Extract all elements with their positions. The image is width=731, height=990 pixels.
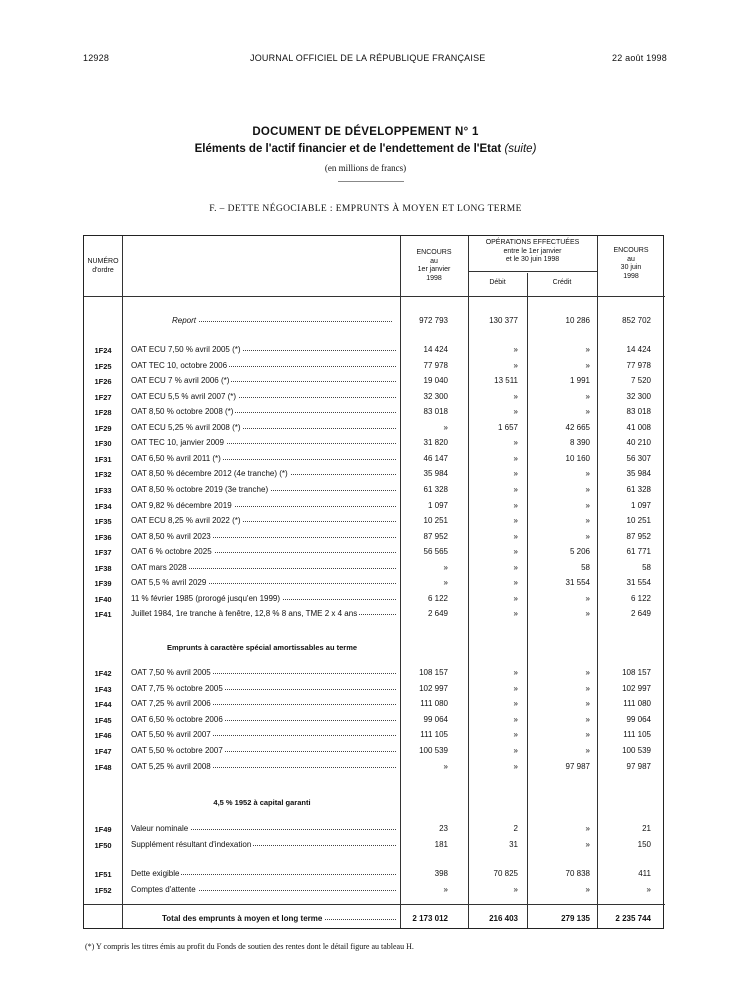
row-encours-fin: 61 771 bbox=[626, 547, 651, 557]
total-encours-debut: 2 173 012 bbox=[412, 914, 448, 923]
row-label: OAT mars 2028 bbox=[131, 562, 187, 572]
row-credit: » bbox=[585, 730, 590, 740]
table-row bbox=[84, 530, 665, 544]
row-encours-fin: » bbox=[646, 884, 651, 894]
row-credit: » bbox=[585, 609, 590, 619]
row-debit: » bbox=[513, 593, 518, 603]
report-encours-debut: 972 793 bbox=[419, 316, 448, 325]
row-label: OAT 7,50 % avril 2005 bbox=[131, 668, 211, 677]
row-credit: 5 206 bbox=[569, 547, 590, 557]
col-header-encours-debut: ENCOURS au 1er janvier 1998 bbox=[416, 249, 452, 282]
row-encours-debut: » bbox=[443, 761, 448, 771]
row-credit: 10 160 bbox=[565, 453, 590, 463]
row-code: 1F24 bbox=[94, 346, 112, 355]
row-debit: 13 511 bbox=[494, 376, 518, 386]
row-debit: » bbox=[513, 407, 518, 417]
row-encours-debut: 23 bbox=[439, 824, 448, 833]
section-b-title: Emprunts à caractère spécial amortissables au terme bbox=[166, 643, 358, 652]
table-row bbox=[84, 483, 665, 497]
row-debit: » bbox=[513, 484, 518, 494]
row-credit: » bbox=[585, 531, 590, 541]
row-label: Dette exigible bbox=[131, 869, 180, 878]
row-debit: » bbox=[513, 730, 518, 740]
row-code: 1F46 bbox=[94, 731, 112, 741]
row-debit: » bbox=[513, 345, 518, 354]
row-code: 1F42 bbox=[94, 669, 112, 678]
row-debit: » bbox=[513, 699, 518, 709]
row-encours-debut: 10 251 bbox=[423, 516, 448, 526]
title-divider bbox=[338, 181, 404, 182]
row-code: 1F50 bbox=[94, 840, 112, 850]
document-title: DOCUMENT DE DÉVELOPPEMENT N° 1 bbox=[252, 126, 479, 138]
report-encours-fin: 852 702 bbox=[622, 316, 651, 325]
table-row bbox=[84, 405, 665, 419]
section-c-title: 4,5 % 1952 à capital garanti bbox=[213, 798, 311, 807]
row-credit: » bbox=[585, 484, 590, 494]
row-code: 1F26 bbox=[94, 377, 112, 387]
table-row bbox=[84, 545, 665, 559]
row-label: OAT ECU 8,25 % avril 2022 (*) bbox=[131, 516, 241, 526]
row-label: OAT ECU 7,50 % avril 2005 (*) bbox=[131, 345, 241, 354]
row-encours-fin: 6 122 bbox=[630, 593, 651, 603]
row-debit: » bbox=[513, 609, 518, 619]
row-code: 1F35 bbox=[94, 517, 112, 527]
table-row bbox=[84, 728, 665, 742]
row-encours-fin: 100 539 bbox=[622, 746, 651, 755]
table-row bbox=[84, 592, 665, 606]
row-credit: » bbox=[585, 391, 590, 401]
report-debit: 130 377 bbox=[489, 316, 518, 325]
row-label: OAT ECU 7 % avril 2006 (*) bbox=[131, 376, 230, 386]
total-credit: 279 135 bbox=[561, 914, 590, 923]
table-row bbox=[84, 883, 665, 897]
row-encours-debut: 83 018 bbox=[423, 407, 448, 417]
row-encours-debut: 99 064 bbox=[423, 714, 448, 724]
row-label: OAT 8,50 % avril 2023 bbox=[131, 531, 211, 541]
total-encours-fin: 2 235 744 bbox=[615, 914, 651, 923]
header-bottom-line bbox=[84, 296, 665, 297]
row-label: OAT ECU 5,5 % avril 2007 (*) bbox=[131, 391, 237, 401]
row-encours-fin: 58 bbox=[642, 562, 651, 572]
row-code: 1F28 bbox=[94, 408, 112, 418]
row-encours-fin: 1 097 bbox=[630, 500, 651, 510]
row-encours-fin: 40 210 bbox=[626, 438, 651, 448]
row-encours-debut: 6 122 bbox=[427, 593, 448, 603]
subtitle-suite: (suite) bbox=[504, 143, 537, 155]
total-top-line bbox=[84, 904, 665, 905]
table-row bbox=[84, 713, 665, 727]
row-debit: » bbox=[513, 531, 518, 541]
row-code: 1F29 bbox=[94, 423, 112, 433]
row-encours-fin: 83 018 bbox=[626, 407, 651, 417]
row-label: OAT TEC 10, janvier 2009 bbox=[131, 438, 224, 448]
row-credit: » bbox=[585, 407, 590, 417]
table-row bbox=[84, 343, 665, 357]
row-encours-debut: 100 539 bbox=[419, 746, 448, 755]
row-encours-debut: 1 097 bbox=[427, 500, 448, 510]
row-label: Supplément résultant d'indexation bbox=[131, 839, 252, 849]
row-code: 1F39 bbox=[94, 579, 112, 589]
page-number: 12928 bbox=[83, 53, 110, 63]
table-row-total bbox=[84, 912, 665, 926]
row-code: 1F49 bbox=[94, 825, 112, 834]
row-credit: 70 838 bbox=[565, 869, 590, 878]
row-encours-fin: 77 978 bbox=[626, 360, 651, 370]
row-code: 1F30 bbox=[94, 439, 112, 449]
row-encours-debut: 61 328 bbox=[423, 484, 448, 494]
table-row bbox=[84, 514, 665, 528]
row-encours-debut: 111 105 bbox=[420, 730, 448, 740]
row-credit: 8 390 bbox=[569, 438, 590, 448]
row-credit: » bbox=[585, 593, 590, 603]
row-credit: 97 987 bbox=[565, 761, 590, 771]
table-row bbox=[84, 452, 665, 466]
row-label: OAT ECU 5,25 % avril 2008 (*) bbox=[131, 422, 241, 432]
row-label: OAT 5,50 % octobre 2007 bbox=[131, 746, 223, 755]
col-header-debit: Débit bbox=[489, 279, 506, 286]
report-credit: 10 286 bbox=[565, 316, 590, 325]
row-debit: » bbox=[513, 683, 518, 693]
row-label: 11 % février 1985 (prorogé jusqu'en 1999) bbox=[131, 593, 281, 603]
row-label: OAT 7,75 % octobre 2005 bbox=[131, 683, 223, 693]
col-header-encours-fin: ENCOURS au 30 juin 1998 bbox=[613, 247, 649, 280]
row-label: OAT 8,50 % octobre 2019 (3e tranche) bbox=[131, 484, 269, 494]
row-encours-fin: 108 157 bbox=[622, 668, 651, 677]
row-debit: 2 bbox=[513, 824, 518, 833]
total-label: Total des emprunts à moyen et long terme bbox=[162, 914, 323, 923]
row-encours-fin: 411 bbox=[638, 869, 651, 878]
table-row bbox=[84, 838, 665, 852]
row-code: 1F51 bbox=[94, 870, 112, 879]
row-code: 1F25 bbox=[94, 361, 112, 371]
row-credit: » bbox=[585, 345, 590, 354]
document-subtitle bbox=[0, 143, 731, 155]
row-encours-fin: 7 520 bbox=[630, 376, 651, 386]
row-encours-fin: 61 328 bbox=[626, 484, 651, 494]
row-code: 1F32 bbox=[94, 470, 112, 480]
row-encours-fin: 35 984 bbox=[626, 469, 651, 479]
row-label: OAT 8,50 % octobre 2008 (*) bbox=[131, 407, 234, 417]
row-credit: 1 991 bbox=[569, 376, 590, 386]
row-label: OAT TEC 10, octobre 2006 bbox=[131, 360, 228, 370]
row-debit: » bbox=[513, 884, 518, 894]
row-encours-debut: 398 bbox=[434, 869, 448, 878]
row-encours-debut: 111 080 bbox=[420, 699, 448, 709]
row-credit: » bbox=[585, 360, 590, 370]
row-credit: 42 665 bbox=[565, 422, 590, 432]
row-encours-debut: » bbox=[443, 578, 448, 588]
row-encours-debut: 14 424 bbox=[423, 345, 448, 354]
table-row bbox=[84, 744, 665, 758]
row-code: 1F31 bbox=[94, 454, 112, 464]
row-encours-debut: 87 952 bbox=[423, 531, 448, 541]
row-encours-fin: 41 008 bbox=[626, 422, 651, 432]
row-encours-debut: 77 978 bbox=[423, 360, 448, 370]
row-debit: » bbox=[513, 761, 518, 771]
row-encours-fin: 102 997 bbox=[622, 683, 651, 693]
table-row bbox=[84, 390, 665, 404]
row-encours-fin: 32 300 bbox=[626, 391, 651, 401]
subtitle-text: Eléments de l'actif financier et de l'endettement de l'Etat bbox=[194, 143, 502, 155]
row-encours-debut: 2 649 bbox=[427, 609, 448, 619]
table-row bbox=[84, 576, 665, 590]
row-encours-fin: 2 649 bbox=[630, 609, 651, 619]
row-debit: » bbox=[513, 714, 518, 724]
row-encours-debut: 56 565 bbox=[423, 547, 448, 557]
row-encours-fin: 31 554 bbox=[626, 578, 651, 588]
row-encours-debut: » bbox=[443, 422, 448, 432]
row-code: 1F33 bbox=[94, 485, 112, 495]
row-encours-fin: 97 987 bbox=[626, 761, 651, 771]
row-debit: » bbox=[513, 360, 518, 370]
row-code: 1F38 bbox=[94, 563, 112, 573]
table-row-report bbox=[84, 314, 665, 328]
row-encours-debut: 31 820 bbox=[423, 438, 448, 448]
table-row bbox=[84, 666, 665, 680]
row-debit: » bbox=[513, 469, 518, 479]
row-debit: » bbox=[513, 391, 518, 401]
row-debit: » bbox=[513, 438, 518, 448]
footnote: (*) Y compris les titres émis au profit du Fonds de soutien des rentes dont le détail figure au tableau H. bbox=[85, 942, 414, 951]
row-encours-fin: 87 952 bbox=[626, 531, 651, 541]
row-code: 1F43 bbox=[94, 684, 112, 694]
row-code: 1F40 bbox=[94, 594, 112, 604]
row-debit: 70 825 bbox=[493, 869, 518, 878]
row-code: 1F52 bbox=[94, 885, 112, 895]
journal-title: JOURNAL OFFICIEL DE LA RÉPUBLIQUE FRANÇAISE bbox=[250, 53, 486, 63]
row-label: OAT 5,25 % avril 2008 bbox=[131, 761, 211, 771]
table-row bbox=[84, 607, 665, 621]
row-debit: 31 bbox=[509, 839, 518, 849]
row-debit: 1 657 bbox=[497, 422, 518, 432]
row-encours-fin: 21 bbox=[642, 824, 651, 833]
col-header-operations: OPÉRATIONS EFFECTUÉES entre le 1er janvier et le 30 juin 1998 bbox=[485, 239, 580, 263]
row-debit: » bbox=[513, 453, 518, 463]
row-encours-debut: 108 157 bbox=[419, 668, 448, 677]
col-header-credit: Crédit bbox=[552, 279, 572, 286]
row-debit: » bbox=[513, 746, 518, 755]
row-debit: » bbox=[513, 516, 518, 526]
publication-date: 22 août 1998 bbox=[612, 53, 667, 63]
row-code: 1F44 bbox=[94, 700, 112, 710]
row-code: 1F37 bbox=[94, 548, 112, 558]
row-label: Valeur nominale bbox=[131, 824, 189, 833]
units-note: (en millions de francs) bbox=[324, 163, 407, 173]
row-encours-debut: 19 040 bbox=[423, 376, 448, 386]
row-credit: » bbox=[585, 683, 590, 693]
debt-table bbox=[83, 235, 664, 929]
row-encours-fin: 111 080 bbox=[623, 699, 651, 709]
row-encours-debut: 102 997 bbox=[419, 683, 448, 693]
row-code: 1F41 bbox=[94, 610, 112, 620]
table-row bbox=[84, 867, 665, 881]
table-row bbox=[84, 359, 665, 373]
row-encours-debut: 32 300 bbox=[423, 391, 448, 401]
report-label: Report bbox=[172, 316, 197, 325]
row-encours-fin: 10 251 bbox=[626, 516, 651, 526]
row-debit: » bbox=[513, 668, 518, 677]
row-encours-fin: 56 307 bbox=[626, 453, 651, 463]
col-header-numero: NUMÉRO d'ordre bbox=[87, 258, 119, 274]
table-row bbox=[84, 697, 665, 711]
row-label: OAT 9,82 % décembre 2019 bbox=[131, 500, 232, 510]
total-debit: 216 403 bbox=[489, 914, 518, 923]
row-credit: » bbox=[585, 469, 590, 479]
table-row bbox=[84, 822, 665, 836]
row-credit: » bbox=[585, 668, 590, 677]
row-label: OAT 5,5 % avril 2029 bbox=[131, 578, 207, 588]
row-label: OAT 6 % octobre 2025 bbox=[131, 547, 212, 557]
row-credit: » bbox=[585, 839, 590, 849]
row-code: 1F48 bbox=[94, 762, 112, 772]
row-credit: 31 554 bbox=[565, 578, 590, 588]
row-label: OAT 6,50 % avril 2011 (*) bbox=[131, 453, 221, 463]
table-row bbox=[84, 760, 665, 774]
row-encours-fin: 111 105 bbox=[623, 730, 651, 740]
table-row bbox=[84, 682, 665, 696]
row-debit: » bbox=[513, 547, 518, 557]
row-encours-debut: 46 147 bbox=[423, 453, 448, 463]
section-heading: F. – DETTE NÉGOCIABLE : EMPRUNTS À MOYEN ET LONG TERME bbox=[209, 204, 522, 214]
row-debit: » bbox=[513, 500, 518, 510]
row-label: OAT 5,50 % avril 2007 bbox=[131, 730, 211, 740]
row-encours-debut: 181 bbox=[434, 839, 448, 849]
row-label: OAT 7,25 % avril 2006 bbox=[131, 699, 211, 709]
table-row bbox=[84, 421, 665, 435]
row-label: OAT 6,50 % octobre 2006 bbox=[131, 714, 223, 724]
table-row bbox=[84, 374, 665, 388]
table-row bbox=[84, 436, 665, 450]
row-code: 1F47 bbox=[94, 747, 112, 756]
row-encours-debut: » bbox=[443, 884, 448, 894]
row-code: 1F45 bbox=[94, 715, 112, 725]
row-credit: » bbox=[585, 714, 590, 724]
table-row bbox=[84, 561, 665, 575]
row-credit: » bbox=[585, 884, 590, 894]
row-encours-fin: 14 424 bbox=[626, 345, 651, 354]
row-label: Juillet 1984, 1re tranche à fenêtre, 12,8 % 8 ans, TME 2 x 4 ans bbox=[131, 609, 358, 619]
row-encours-debut: » bbox=[443, 562, 448, 572]
row-label: Comptes d'attente bbox=[131, 884, 196, 894]
row-code: 1F27 bbox=[94, 392, 112, 402]
row-credit: » bbox=[585, 699, 590, 709]
row-code: 1F36 bbox=[94, 532, 112, 542]
row-label: OAT 8,50 % décembre 2012 (4e tranche) (*) bbox=[131, 469, 288, 479]
row-credit: » bbox=[585, 516, 590, 526]
table-row bbox=[84, 499, 665, 513]
header-subline bbox=[468, 271, 597, 272]
row-credit: » bbox=[585, 824, 590, 833]
table-row bbox=[84, 467, 665, 481]
row-credit: 58 bbox=[581, 562, 590, 572]
row-debit: » bbox=[513, 562, 518, 572]
row-encours-fin: 99 064 bbox=[626, 714, 651, 724]
row-encours-fin: 150 bbox=[637, 839, 651, 849]
row-credit: » bbox=[585, 500, 590, 510]
row-encours-debut: 35 984 bbox=[423, 469, 448, 479]
row-code: 1F34 bbox=[94, 501, 112, 511]
row-debit: » bbox=[513, 578, 518, 588]
row-credit: » bbox=[585, 746, 590, 755]
